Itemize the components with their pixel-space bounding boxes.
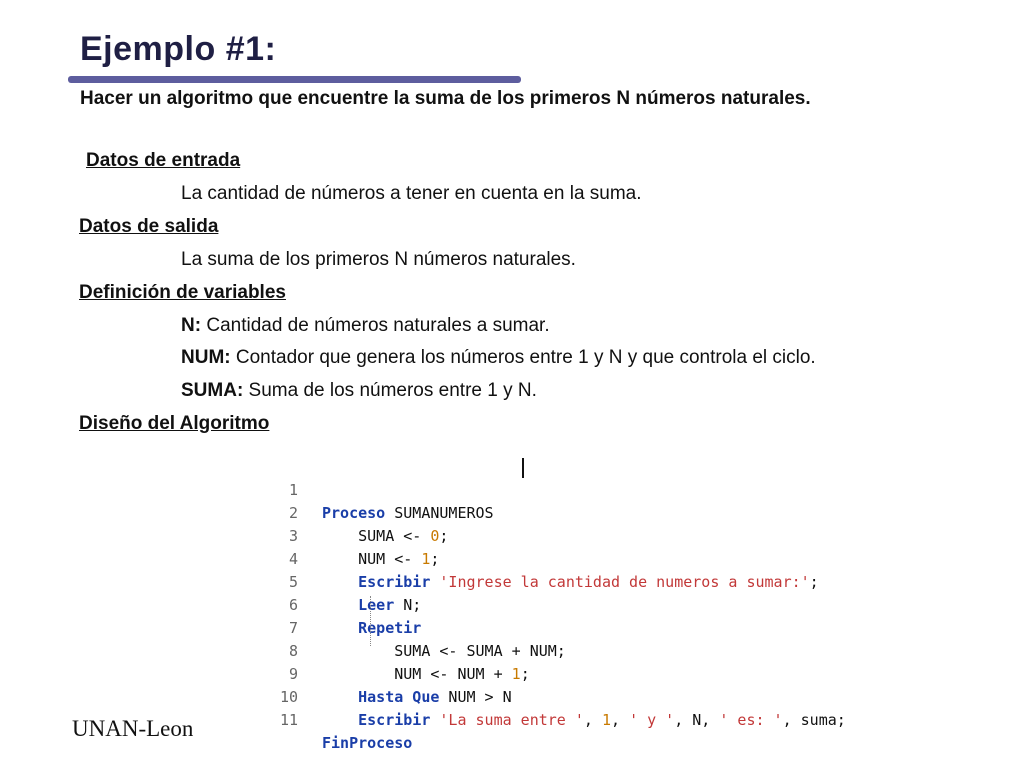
code-line <box>270 456 494 522</box>
problem-statement: Hacer un algoritmo que encuentre la suma de los primeros N números naturales. <box>80 88 811 109</box>
line-number: 10 <box>279 688 298 706</box>
code-string: ' es: ' <box>719 711 783 729</box>
code-string: ' y ' <box>629 711 675 729</box>
line-number: 5 <box>288 573 298 591</box>
code-text: , suma; <box>782 711 846 729</box>
code-text: SUMA <- <box>322 527 431 545</box>
variable-desc: Suma de los números entre 1 y N. <box>243 380 537 401</box>
line-number: 3 <box>288 527 298 545</box>
variable-n <box>181 315 550 337</box>
text-cursor <box>522 458 524 478</box>
code-text: SUMANUMEROS <box>385 504 494 522</box>
code-number: 0 <box>430 527 440 545</box>
code-keyword: Escribir <box>322 711 431 729</box>
code-line <box>270 525 819 591</box>
line-number: 4 <box>288 550 298 568</box>
line-number: 9 <box>288 665 298 683</box>
code-text: ; <box>430 550 440 568</box>
text-datos-entrada: La cantidad de números a tener en cuenta en la suma. <box>181 183 642 204</box>
code-number: 1 <box>601 711 611 729</box>
code-text: SUMA <- SUMA + NUM; <box>322 642 566 660</box>
heading-diseno-algoritmo: Diseño del Algoritmo <box>79 413 270 434</box>
variable-suma <box>181 380 537 402</box>
line-number: 1 <box>288 481 298 499</box>
code-text: NUM <- NUM + <box>322 665 512 683</box>
code-keyword: FinProceso <box>322 734 413 752</box>
footer-institution: UNAN-Leon <box>72 716 194 741</box>
code-string: 'Ingrese la cantidad de numeros a sumar:' <box>430 573 810 591</box>
code-text: , <box>583 711 602 729</box>
heading-definicion-variables: Definición de variables <box>79 282 286 303</box>
code-number: 1 <box>511 665 521 683</box>
code-text: N; <box>394 596 422 614</box>
text-datos-salida: La suma de los primeros N números naturales. <box>181 249 576 270</box>
heading-datos-salida: Datos de salida <box>79 216 219 237</box>
code-keyword: Escribir <box>322 573 431 591</box>
line-number: 7 <box>288 619 298 637</box>
code-text: NUM <- <box>322 550 422 568</box>
indent-guide-line <box>370 596 371 646</box>
code-text: ; <box>520 665 530 683</box>
code-keyword: Proceso <box>322 504 386 522</box>
heading-datos-entrada: Datos de entrada <box>86 150 241 171</box>
line-number: 11 <box>279 711 298 729</box>
code-text: , <box>611 711 630 729</box>
variable-num <box>181 347 816 369</box>
variable-desc: Cantidad de números naturales a sumar. <box>201 315 550 336</box>
code-keyword: Repetir <box>322 619 422 637</box>
code-string: 'La suma entre ' <box>430 711 584 729</box>
line-number: 8 <box>288 642 298 660</box>
variable-name: NUM: <box>181 347 231 368</box>
variable-name: N: <box>181 315 202 336</box>
line-number: 2 <box>288 504 298 522</box>
code-keyword: Leer <box>322 596 395 614</box>
code-text: ; <box>809 573 819 591</box>
line-number: 6 <box>288 596 298 614</box>
code-text: NUM > N <box>439 688 512 706</box>
code-block <box>270 454 950 752</box>
variable-name: SUMA: <box>181 380 244 401</box>
page-title: Ejemplo #1: <box>80 30 277 68</box>
title-underline-bar <box>68 76 521 83</box>
code-keyword: Hasta Que <box>322 688 440 706</box>
code-text: ; <box>439 527 449 545</box>
code-text: , N, <box>674 711 720 729</box>
code-number: 1 <box>421 550 431 568</box>
variable-desc: Contador que genera los números entre 1 y N y que controla el ciclo. <box>230 347 816 368</box>
